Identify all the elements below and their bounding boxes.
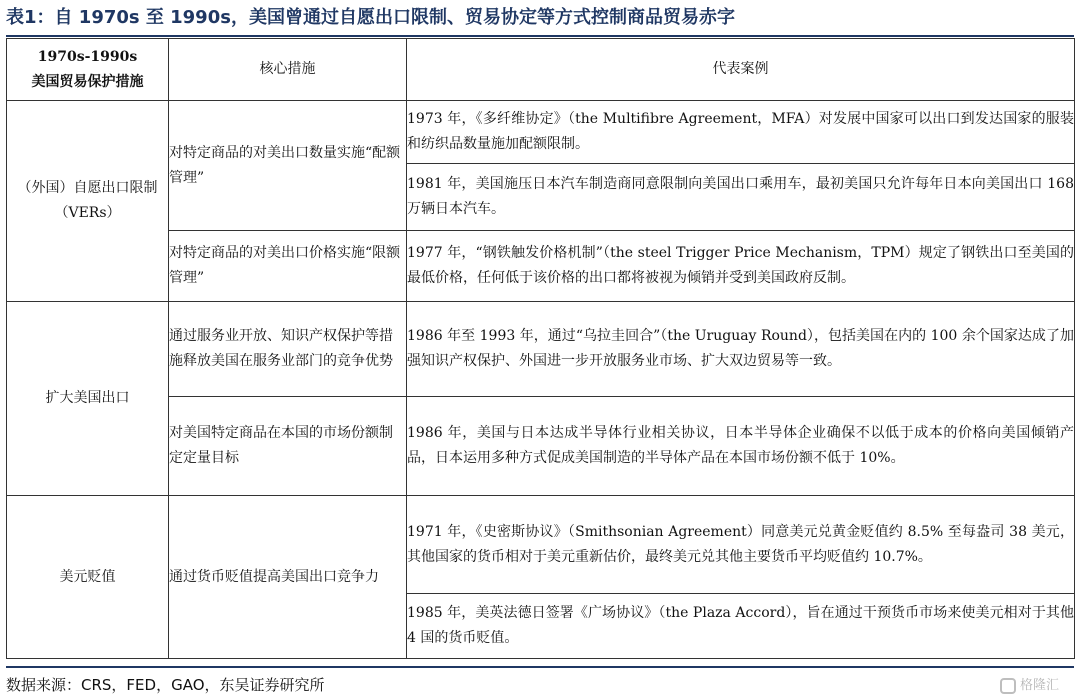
table-title: 表1：自 1970s 至 1990s，美国曾通过自愿出口限制、贸易协定等方式控制商品贸易赤字 — [6, 7, 735, 28]
watermark-text: 格隆汇 — [1020, 678, 1060, 693]
example-cell: 1985 年，美英法德日签署《广场协议》（the Plaza Accord），旨在通过干预货币市场来使美元相对于其他 4 国的货币贬值。 — [407, 594, 1075, 659]
watermark-logo-icon — [1000, 678, 1016, 694]
measure-cell: 对美国特定商品在本国的市场份额制定定量目标 — [169, 397, 407, 496]
header-period-label: 美国贸易保护措施 — [31, 73, 144, 90]
measure-cell: 对特定商品的对美出口数量实施“配额管理” — [169, 101, 407, 231]
header-period-years: 1970s-1990s — [37, 48, 138, 65]
measure-cell: 对特定商品的对美出口价格实施“限额管理” — [169, 231, 407, 302]
measure-cell: 通过货币贬值提高美国出口竞争力 — [169, 496, 407, 659]
table-row — [7, 302, 1075, 397]
table-row — [7, 101, 1075, 164]
example-cell: 1986 年，美国与日本达成半导体行业相关协议，日本半导体企业确保不以低于成本的价格向美国倾销产品，日本运用多种方式促成美国制造的半导体产品在本国市场份额不低于 10%。 — [407, 397, 1075, 496]
example-cell: 1973 年，《多纤维协定》（the Multifibre Agreement，MFA）对发展中国家可以出口到发达国家的服装和纺织品数量施加配额限制。 — [407, 101, 1075, 164]
category-cell: 扩大美国出口 — [7, 302, 169, 496]
example-cell: 1986 年至 1993 年，通过“乌拉圭回合”（the Uruguay Round），包括美国在内的 100 余个国家达成了加强知识产权保护、外国进一步开放服务业市场、扩大双边贸易等一致。 — [407, 302, 1075, 397]
watermark — [1000, 676, 1076, 696]
category-cell: 美元贬值 — [7, 496, 169, 659]
table-row — [7, 496, 1075, 594]
example-cell: 1981 年，美国施压日本汽车制造商同意限制向美国出口乘用车，最初美国只允许每年日本向美国出口 168 万辆日本汽车。 — [407, 164, 1075, 231]
example-cell: 1977 年，“钢铁触发价格机制”（the steel Trigger Price Mechanism，TPM）规定了钢铁出口至美国的最低价格，任何低于该价格的出口都将被视为倾销并受到美国政府反制。 — [407, 231, 1075, 302]
bottom-rule — [6, 666, 1074, 668]
data-source: 数据来源：CRS，FED，GAO，东吴证券研究所 — [6, 676, 325, 694]
measure-cell: 通过服务业开放、知识产权保护等措施释放美国在服务业部门的竞争优势 — [169, 302, 407, 397]
header-example: 代表案例 — [407, 39, 1075, 101]
trade-protection-table — [6, 38, 1075, 659]
category-cell: （外国）自愿出口限制（VERs） — [7, 101, 169, 302]
header-core-measure: 核心措施 — [169, 39, 407, 101]
table-header-row — [7, 39, 1075, 101]
top-rule — [6, 35, 1074, 37]
header-period — [7, 39, 169, 101]
example-cell: 1971 年，《史密斯协议》（Smithsonian Agreement）同意美元兑黄金贬值约 8.5% 至每盎司 38 美元，其他国家的货币相对于美元重新估价，最终美元兑其他主要货币平均贬值约 10.7%。 — [407, 496, 1075, 594]
